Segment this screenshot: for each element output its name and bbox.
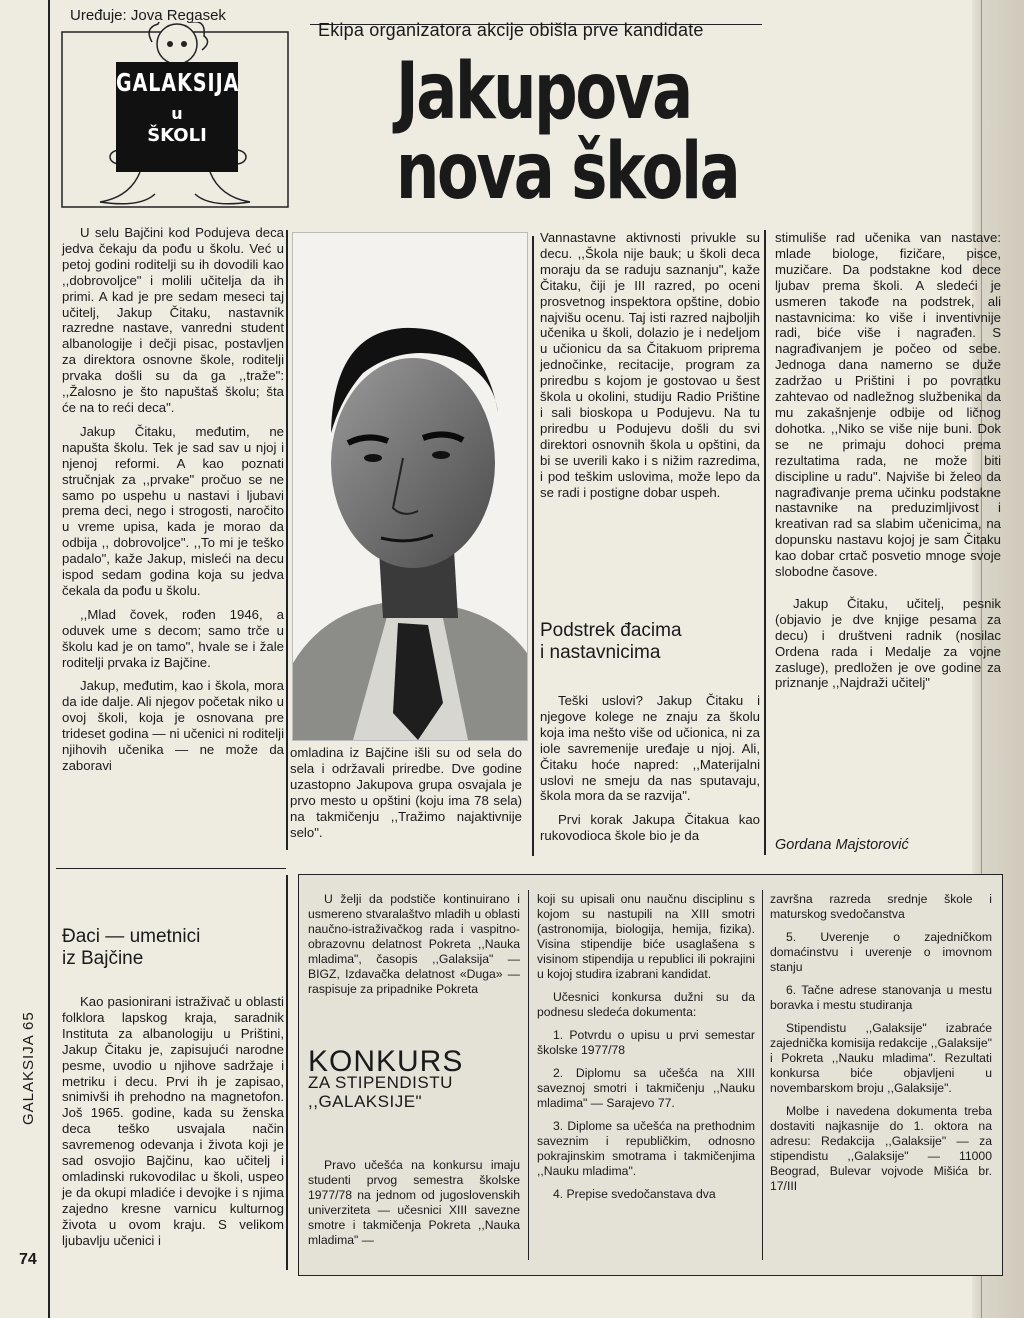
left-margin-rule	[48, 0, 50, 1318]
konkurs-eligibility-text: Pravo učešća na konkursu imaju studenti prvog semestra školske 1977/78 na jednom od jugoslovenskih univerziteta — učesnici XIII savezne smotre i takmičenja Pokreta ,,Nauka mladima" —	[308, 1158, 520, 1247]
subhead1-line2: iz Bajčine	[62, 948, 144, 969]
subhead2-line2: i nastavnicima	[540, 642, 661, 663]
subhead-podstrek	[540, 620, 682, 664]
konkurs-title: KONKURS	[308, 1045, 464, 1078]
logo-line-u: u	[171, 104, 183, 123]
title-line-2: nova škola	[396, 127, 739, 217]
logo-line-galaksija: GALAKSIJA	[116, 68, 240, 98]
portrait-photo-image	[293, 233, 527, 740]
col1-paragraph: U selu Bajčini kod Podujeva deca jedva čekaju da pođu u školu. Već u petoj godini roditelji su ih dovodili kao ,,dobrovoljce" i molili učitelja da ih primi. A kad je pre sedam meseci taj učitelj, Jakup Čitaku, nastavnik razredne nastave, vanredni student albanologije i dečji pisac, postavljen za direktora osnovne škole, roditelji prvaka došli su da ga ,,traže": ,,Žalosno je što napuštaš školu; šta će na to reći deca".	[62, 225, 284, 415]
logo-line-skoli: ŠKOLI	[147, 125, 207, 146]
konkurs-column-c	[770, 892, 992, 1194]
col1b-paragraph: Kao pasionirani istraživač u oblasti folklora lapskog kraja, saradnik Instituta za albanologiju u Prištini, Jakup Čitaku je, zapisujući narodne pesme, uvodio u njihove sadržaje i metriku i decu. Prvi ih je zapisao, snimivši ih prehodno na magnetofon. Još 1965. godine, kada su ženska deca teško usvajala način savremenog odevanja i života koji je sad osvojio Bajčinu, kao učitelj i omladinski rukovodilac u školi, uspeo je da okupi mladiće i devojke i s njima zajedno kresne varnicu kulturnog života u ovom kraju. S velikom ljubavlju učenici i	[62, 994, 284, 1248]
logo-board	[116, 62, 238, 172]
konkurs-column-rule-2	[762, 890, 763, 1260]
col4-paragraph: stimuliše rad učenika van nastave: mlade biologe, fizičare, pisce, muzičare. Da podstakne kod dece ljubav prema školi. A sledeći je usmeren takođe na podstrek, ali nastavnicima: ko više i inventivnije radi, biće više i nagrađen. S nagrađivanjem je počeo od sebe. Jednoga dana namerno se duže zadržao u Prištini i po povratku zahtevao od nadležnog službenika da mu zakašnjenje odbije od ličnog dohotka. ,,Niko se više nije buni. Dok se ne primaju dohoci prema rezultatima rada, ne može biti discipline u radu". Najviše bi želeo da nagrađivanje prema učinku podstakne nastavnike na preduzimljivost i kreativan rad sa slabim učenicima, na dopunsku nastavu kojoj je sam Čitaku kao dobar crtač posvetio mnoge svoje slobodne časove.	[775, 230, 1001, 580]
konkurs-document-item: 6. Tačne adrese stanovanja u mestu boravka i mestu studiranja	[770, 983, 992, 1012]
article-column-1b	[62, 994, 284, 1249]
article-title	[396, 47, 739, 217]
col1-bottom-rule	[56, 868, 286, 869]
col2-paragraph: omladina iz Bajčine išli su od sela do sela i održavali priredbe. Dve godine uzastopno Jakupova grupa osvajala je prvo mesto u opštini (koju ima 78 sela) na takmičenju ,,Tražimo najaktivnije selo".	[290, 745, 522, 840]
konkurs-document-item: 4. Prepise svedočanstava dva	[553, 1187, 716, 1201]
column-rule-1	[286, 230, 288, 850]
konkurs-document-item: završna razreda srednje škole i maturskog svedočanstva	[770, 892, 992, 921]
column-rule-1b	[286, 875, 288, 1270]
konkurs-subtitle-line1: ZA STIPENDISTU	[308, 1073, 453, 1092]
article-kicker: Ekipa organizatora akcije obišla prve kandidate	[318, 20, 704, 40]
article-column-3b	[540, 693, 760, 844]
konkurs-column-b	[537, 892, 755, 1202]
subhead2-line1: Podstrek đacima	[540, 620, 682, 641]
page-number: 74	[19, 1251, 37, 1268]
article-column-4	[775, 230, 1001, 691]
konkurs-colb-intro: koji su upisali onu naučnu disciplinu s kojom su nastupili na XIII smotri (astronomija, biologija, hemija, fizika). Visina stipendije biće usaglašena s visinom stipendija u republici ili pokrajini u kojoj studira izabrani kandidat.	[537, 892, 755, 981]
column-rule-2	[532, 236, 534, 856]
konkurs-intro-text: U želji da podstiče kontinuirano i usmereno stvaralaštvo mladih u oblasti naučno-istraživačkog rada i vaspitno-obrazovnu delatnost Pokreta ,,Nauka mladima", časopis ,,Galaksija" — BIGZ, Izdavačka delatnost «Duga» — raspisuje za pripadnike Pokreta	[308, 892, 520, 996]
editor-credit: Uređuje: Jova Regasek	[70, 7, 226, 24]
konkurs-document-item: 3. Diplome sa učešća na prethodnim saveznim i republičkim, odnosno pokrajinskim smotrama i takmičenjima ,,Nauku mladima".	[537, 1119, 755, 1178]
article-column-2	[290, 745, 522, 840]
konkurs-column-a-body	[308, 1158, 520, 1248]
col3-paragraph: Vannastavne aktivnosti privukle su decu. ,,Škola nije bauk; u školi deca moraju da se raduju saznanju", kaže Čitaku, čiji je III razred, po oceni prosvetnog inspektora opštine, dobio najvišu ocenu. Taj isti razred najboljih učenika u školi, dolazio je i nedeljom u učionicu da sa Čitakuom priprema jednočinke, recitacije, program za priredbu s kojom je gostovao u šest škola u okolini, studiju Radio Prištine i sali bioskopa u Podujevu. Na tu priredbu u Podujevu došli du svi direktori osnovnih škola u opštini, da bi se uverili kako i s nižim razredima, i pod teškim uslovima, može lepo da se radi i postigne dobar uspeh.	[540, 230, 760, 500]
article-column-3	[540, 230, 760, 500]
col3b-paragraph: Prvi korak Jakupa Čitakua kao rukovodioca škole bio je da	[540, 812, 760, 844]
author-signature: Gordana Majstorović	[775, 837, 909, 853]
col3b-paragraph: Teški uslovi? Jakup Čitaku i njegove kolege ne znaju za školu koja ima nešto više od učionica, ni za iole savremenije uređaje u njoj. Ali, Čitaku hoće napred: ,,Materijalni uslovi ne smeju da nas sputavaju, škola mora da se razvija".	[540, 693, 760, 804]
konkurs-documents-lead: Učesnici konkursa dužni su da podnesu sledeća dokumenta:	[537, 990, 755, 1019]
konkurs-column-a-intro	[308, 892, 520, 997]
col1-paragraph: Jakup Čitaku, međutim, ne napušta školu. Tek je sad sav u njoj i njenoj reformi. A kao poznati stručnjak za ,,prvake" pročuo se ne samo po uspehu u nastavi i ljubavi prema deci, nego i strogosti, naročito u vreme upisa, kada je morao da odbija ,, dobrovoljce". ,,To mi je teško padalo", kaže Jakup, misleći na decu ispod sedam godina koja su jedva čekala da pođu u školu.	[62, 423, 284, 598]
col4-paragraph: Jakup Čitaku, učitelj, pesnik (objavio je dve knjige pesama za decu) i društveni radnik (nosilac Ordena rada i Medalje za vojne zasluge), predložen je ove godine za priznanje ,,Najdraži učitelj"	[775, 595, 1001, 691]
col1-paragraph: Jakup, međutim, kao i škola, mora da ide dalje. Ali njegov početak niko u ovoj školi, koja je osnovana pre trideset godina — ni učenici ni roditelji njihovih učenika — ne može da zaboravi	[62, 678, 284, 773]
konkurs-document-item: 1. Potvrdu o upisu u prvi semestar školske 1977/78	[537, 1028, 755, 1057]
col1-paragraph: ,,Mlad čovek, rođen 1946, a oduvek ume s decom; samo trče u školu kad je on tamo", hvale se i žale roditelji prvaka iz Bajčine.	[62, 606, 284, 670]
konkurs-document-item: 5. Uverenje o zajedničkom domaćinstvu i uverenje o imovnom stanju	[770, 930, 992, 974]
konkurs-column-rule-1	[528, 890, 529, 1260]
konkurs-selection-text: Stipendistu ,,Galaksije" izabraće zajednička komisija redakcije ,,Galaksije" i Pokreta ,,Nauku mladima". Rezultati konkursa biće objavljeni u novembarskom broju ,,Galaksije".	[770, 1021, 992, 1095]
magazine-side-label: GALAKSIJA 65	[20, 1011, 37, 1125]
konkurs-deadline-text: Molbe i navedena dokumenta treba dostaviti najkasnije do 1. oktora na adresu: Redakcija ,,Galaksije" — za stipendistu ,,Galaksije" — 11000 Beograd, Bulevar vojvode Mišića br. 17/III	[770, 1104, 992, 1193]
konkurs-subtitle	[308, 1073, 453, 1111]
konkurs-document-item: 2. Diplomu sa učešća na XIII saveznoj smotri i takmičenju ,,Nauku mladima" — Sarajevo 77.	[537, 1066, 755, 1110]
title-line-1: Jakupova	[396, 47, 691, 137]
column-rule-3	[764, 230, 766, 855]
subhead1-line1: Đaci — umetnici	[62, 926, 201, 947]
konkurs-subtitle-line2: ,,GALAKSIJE"	[308, 1092, 423, 1111]
subhead-daci-umetnici	[62, 926, 200, 970]
article-column-1	[62, 225, 284, 774]
galaksija-u-skoli-logo	[60, 22, 290, 212]
portrait-photo	[292, 232, 528, 741]
